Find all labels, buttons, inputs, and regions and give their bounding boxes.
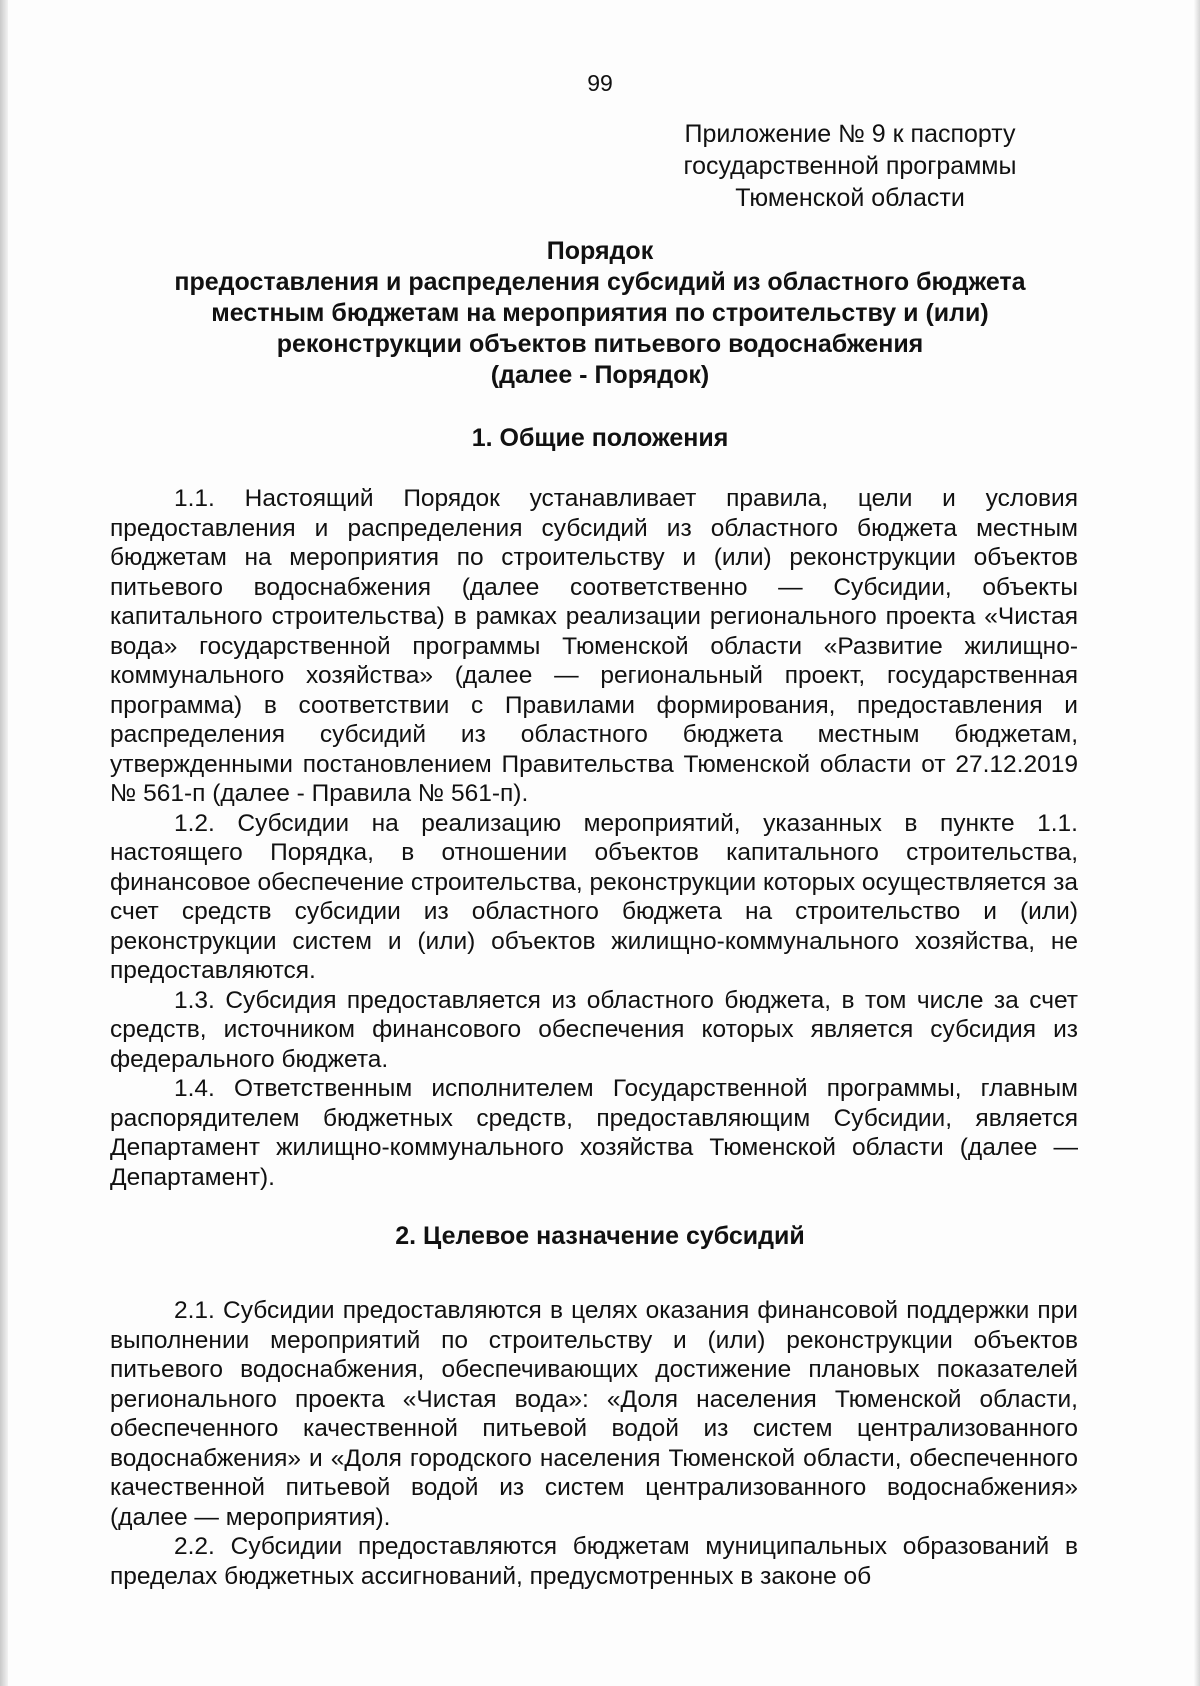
title-line-1: Порядок (546, 237, 654, 265)
paragraph-1-2: 1.2. Субсидии на реализацию мероприятий, указанных в пункте 1.1. настоящего Порядка, в отношении объектов капитального строительства, финансовое обеспечение строительства, реконструкции которых осуществляется за счет средств субсидии из областного бюджета на строительство и (или) реконструкции систем и (или) объектов жилищно-коммунального хозяйства, не предоставляются. (110, 809, 1078, 984)
scan-edge-right (1194, 0, 1200, 1686)
paragraph-1-4: 1.4. Ответственным исполнителем Государственной программы, главным распорядителем бюджетных средств, предоставляющим Субсидии, является Департамент жилищно-коммунального хозяйства Тюменской области (далее — Департамент). (110, 1075, 1078, 1191)
paragraph-2-1: 2.1. Субсидии предоставляются в целях оказания финансовой поддержки при выполнении мероприятий по строительству и (или) реконструкции объектов питьевого водоснабжения, обеспечивающих достижение плановых показателей регионального проекта «Чистая вода»: «Доля населения Тюменской области, обеспеченного качественной питьевой водой из систем централизованного водоснабжения» и «Доля городского населения Тюменской области, обеспеченного качественной питьевой водой из систем централизованного водоснабжения» (далее — мероприятия). (110, 1297, 1078, 1531)
section-2-heading: 2. Целевое назначение субсидий (395, 1222, 805, 1250)
paragraph-2-2: 2.2. Субсидии предоставляются бюджетам муниципальных образований в пределах бюджетных ассигнований, предусмотренных в законе об (110, 1533, 1078, 1590)
appendix-line-1: Приложение № 9 к паспорту (684, 120, 1016, 148)
appendix-line-3: Тюменской области (735, 184, 965, 212)
section-1-body (110, 484, 1078, 1192)
appendix-note (640, 118, 1060, 214)
paragraph-1-1: 1.1. Настоящий Порядок устанавливает правила, цели и условия предоставления и распределения субсидий из областного бюджета местным бюджетам на мероприятия по строительству и (или) реконструкции объектов питьевого водоснабжения (далее соответственно — Субсидии, объекты капитального строительства) в рамках реализации регионального проекта «Чистая вода» государственной программы Тюменской области «Развитие жилищно-коммунального хозяйства» (далее — региональный проект, государственная программа) в соответствии с Правилами формирования, предоставления и распределения субсидий из областного бюджета местным бюджетам, утвержденными постановлением Правительства Тюменской области от 27.12.2019 № 561-п (далее - Правила № 561-п). (110, 485, 1078, 807)
appendix-line-2: государственной программы (683, 152, 1017, 180)
section-2-body (110, 1296, 1078, 1591)
document-title (100, 236, 1100, 391)
title-line-2: предоставления и распределения субсидий из областного бюджета (174, 268, 1026, 296)
title-line-3: местным бюджетам на мероприятия по строительству и (или) (211, 299, 989, 327)
section-1-heading: 1. Общие положения (471, 424, 729, 452)
paragraph-1-3: 1.3. Субсидия предоставляется из областного бюджета, в том числе за счет средств, источником финансового обеспечения которых является субсидия из федерального бюджета. (110, 986, 1078, 1073)
page-number: 99 (587, 70, 613, 96)
title-line-5: (далее - Порядок) (490, 361, 710, 389)
title-line-4: реконструкции объектов питьевого водоснабжения (276, 330, 924, 358)
scan-edge-left (0, 0, 8, 1686)
